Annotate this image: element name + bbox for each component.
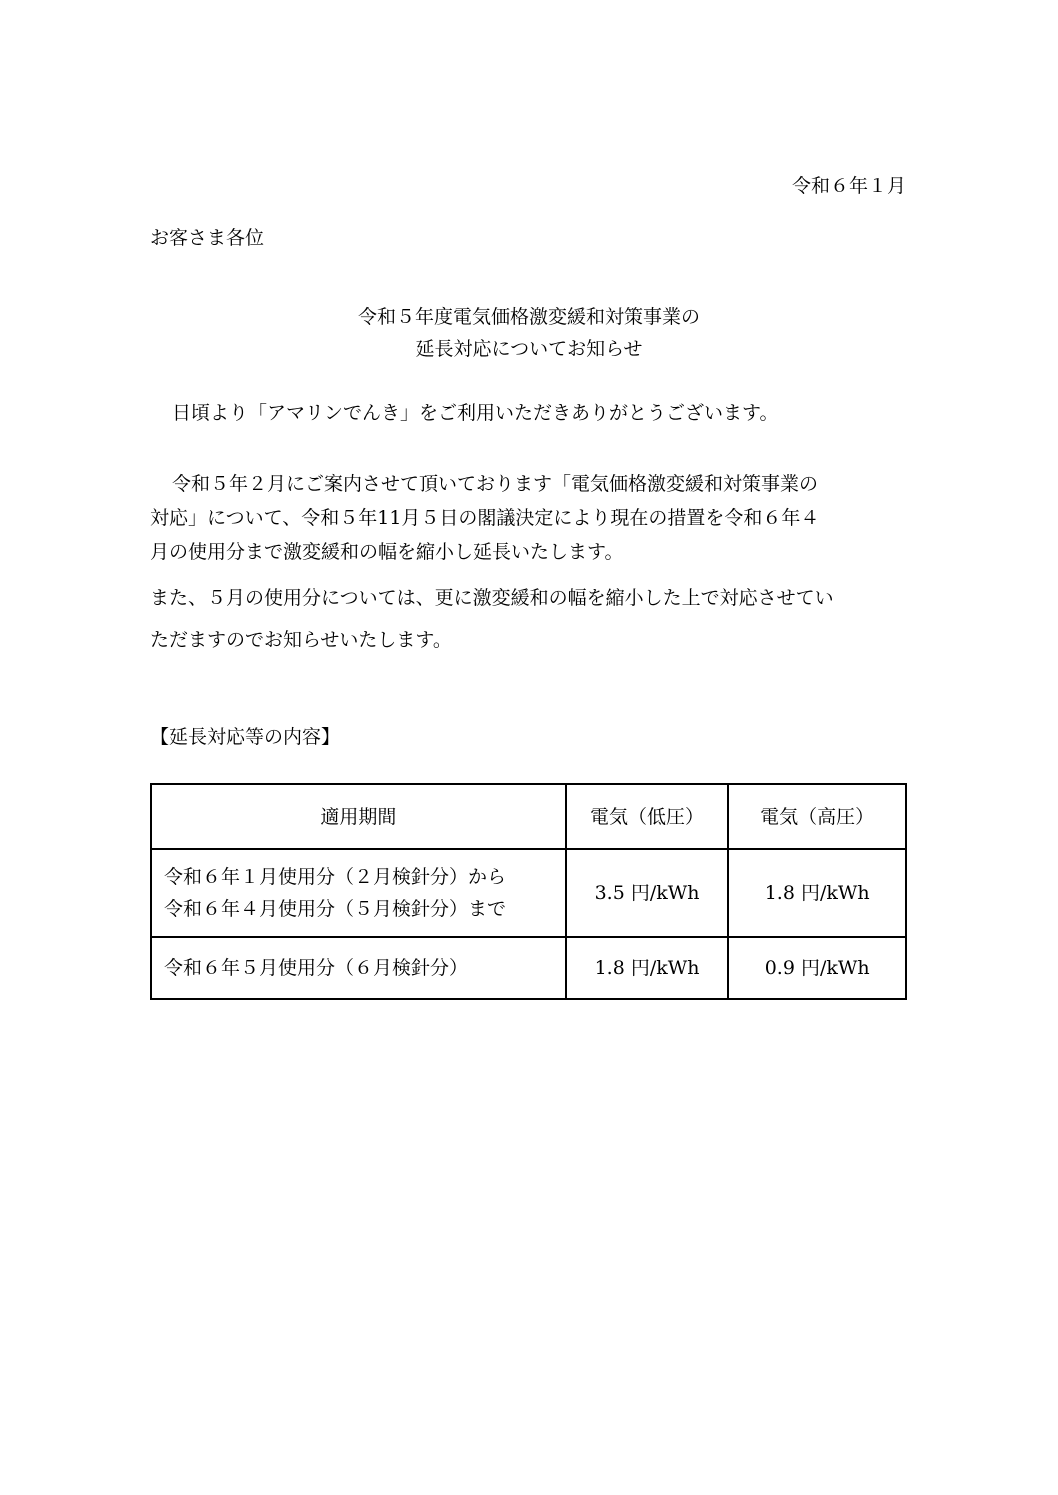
body-line: また、５月の使用分については、更に激変緩和の幅を縮小した上で対応させてい <box>150 587 834 609</box>
high-voltage-rate: 1.8 円/kWh <box>728 849 906 937</box>
header-high-voltage: 電気（高圧） <box>728 784 906 849</box>
greeting: お客さま各位 <box>150 227 265 249</box>
table-row <box>151 849 906 937</box>
table-row <box>151 937 906 999</box>
header-low-voltage: 電気（低圧） <box>566 784 729 849</box>
period-cell <box>151 849 566 937</box>
period-line: 令和６年４月使用分（５月検針分）まで <box>164 898 507 920</box>
body-line: 月の使用分まで激変緩和の幅を縮小し延長いたします。 <box>150 541 624 563</box>
body-line: 日頃より「アマリンでんき」をご利用いただきありがとうございます。 <box>172 402 779 424</box>
section-heading: 【延長対応等の内容】 <box>150 726 341 748</box>
document-date: 令和６年１月 <box>791 175 906 197</box>
period-line: 令和６年５月使用分（６月検針分） <box>164 957 469 979</box>
low-voltage-rate: 1.8 円/kWh <box>566 937 729 999</box>
low-voltage-rate: 3.5 円/kWh <box>566 849 729 937</box>
period-cell <box>151 937 566 999</box>
period-line: 令和６年１月使用分（２月検針分）から <box>164 866 507 888</box>
body-line: ただますのでお知らせいたします。 <box>150 629 452 651</box>
body-line: 令和５年２月にご案内させて頂いております「電気価格激変緩和対策事業の <box>172 473 819 495</box>
title-line-1: 令和５年度電気価格激変緩和対策事業の <box>357 306 700 328</box>
title-line-2: 延長対応についてお知らせ <box>415 338 643 360</box>
body-line: 対応」について、令和５年11月５日の閣議決定により現在の措置を令和６年４ <box>150 507 820 529</box>
header-period: 適用期間 <box>151 784 566 849</box>
rate-table <box>150 783 907 1000</box>
high-voltage-rate: 0.9 円/kWh <box>728 937 906 999</box>
table-header-row <box>151 784 906 849</box>
